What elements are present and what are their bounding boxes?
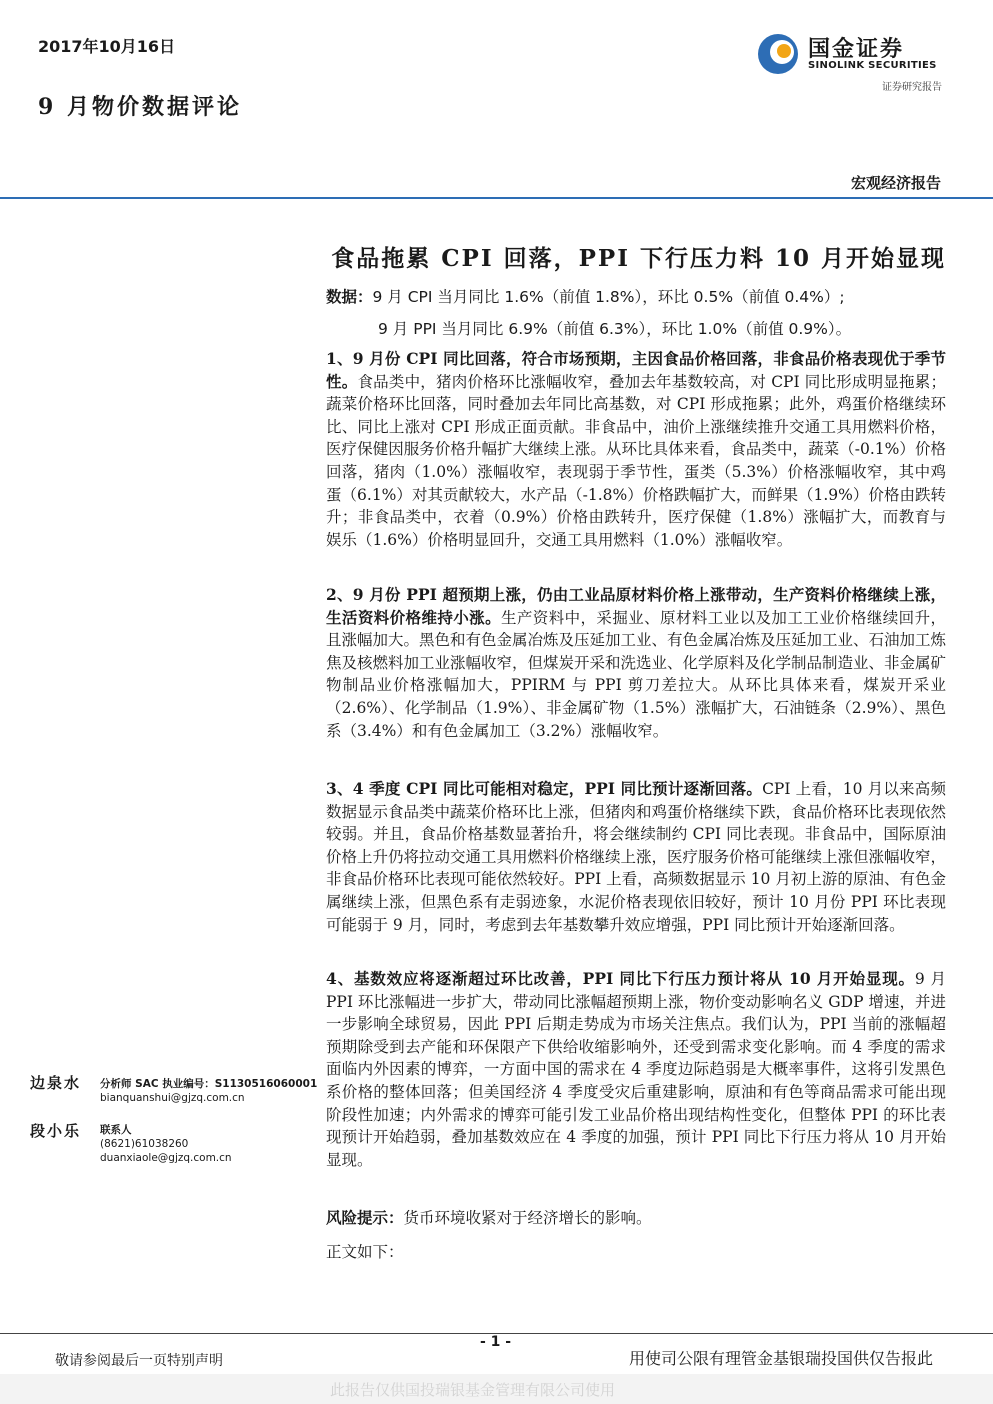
section-4 [326, 968, 946, 1171]
data-label: 数据： [326, 287, 373, 306]
analyst-1-email[interactable]: bianquanshui@gjzq.com.cn [100, 1092, 245, 1104]
analyst-1-info [100, 1077, 317, 1105]
watermark-text: 此报告仅供国投瑞银基金管理有限公司使用 [330, 1381, 616, 1399]
logo-subtitle: 证券研究报告 [882, 82, 942, 93]
analyst-2-role: 联系人 [100, 1124, 132, 1136]
risk-text: 货币环境收紧对于经济增长的影响。 [403, 1209, 652, 1227]
data-cpi-text: 9 月 CPI 当月同比 1.6%（前值 1.8%），环比 0.5%（前值 0.4%）; [372, 288, 845, 306]
logo-chinese-name: 国金证券 [808, 37, 905, 62]
section-3-body: CPI 上看，10 月以来高频数据显示食品类中蔬菜价格环比上涨，但猪肉和鸡蛋价格继续下跌，食品价格环比表现依然较弱。并且，食品价格基数显著抬升，将会继续制约 CPI 同比表现。非食品中，国际原油价格上升仍将拉动交通工具用燃料价格继续上涨，医疗服务价格可能继续上涨但涨幅收窄，非食品价格环比表现可能依然较好。PPI 上看，高频数据显示 10 月初上游的原油、有色金属继续上涨，但黑色系有走弱迹象，水泥价格表现依旧较好，预计 10 月份 PPI 环比表现可能弱于 9 月，同时，考虑到去年基数攀升效应增强，PPI 同比预计开始逐渐回落。 [326, 780, 947, 934]
analyst-2-info [100, 1123, 232, 1165]
report-type: 宏观经济报告 [850, 174, 941, 192]
company-logo [756, 30, 946, 94]
analyst-1-name: 边泉水 [30, 1074, 82, 1092]
section-2 [326, 584, 946, 742]
section-1-heading: 1、9 月份 CPI 同比回落，符合市场预期，主因食品价格回落，非食品价格表现优于季节性。 [326, 349, 946, 391]
section-2-heading: 2、9 月份 PPI 超预期上涨，仍由工业品原材料价格上涨带动，生产资料价格继续上涨，生活资料价格维持小涨。 [326, 585, 946, 627]
risk-note [326, 1206, 652, 1228]
report-headline: 食品拖累 CPI 回落，PPI 下行压力料 10 月开始显现 [331, 245, 946, 272]
section-2-body: 生产资料中，采掘业、原材料工业以及加工工业价格继续回升，且涨幅加大。黑色和有色金属冶炼及压延加工业、有色金属冶炼及压延加工业、石油加工炼焦及核燃料加工业涨幅收窄，但煤炭开采和洗选业、化学原料及化学制品制造业、非金属矿物制品业价格涨幅加大，PPIRM 与 PPI 剪刀差拉大。从环比具体来看，煤炭开采业（2.6%）、化学制品（1.9%）、非金属矿物（1.5%）涨幅扩大，石油链条（2.9%）、黑色系（3.4%）和有色金属加工（3.2%）涨幅收窄。 [326, 608, 947, 740]
section-1 [326, 348, 946, 551]
data-line-cpi [326, 285, 845, 307]
section-3-heading: 3、4 季度 CPI 同比可能相对稳定，PPI 同比预计逐渐回落。 [326, 779, 763, 798]
risk-label: 风险提示： [326, 1208, 404, 1227]
footer-right-text: 用使司公限有理管金基银瑞投国供仅告报此 [628, 1349, 933, 1368]
report-date: 2017年10月16日 [38, 37, 176, 56]
analyst-1-role: 分析师 SAC 执业编号：S1130516060001 [100, 1078, 318, 1090]
logo-english-name: SINOLINK SECURITIES [808, 60, 937, 71]
section-4-body: 9 月 PPI 环比涨幅进一步扩大，带动同比涨幅超预期上涨，物价变动影响名义 GDP 增速，并进一步影响全球贸易，因此 PPI 后期走势成为市场关注焦点。我们认为，PPI 当前的涨幅超预期除受到去产能和环保限产下供给收缩影响外，还受到需求变化影响。而 4 季度的需求面临内外因素的博弈，一方面中国的需求在 4 季度边际趋弱是大概率事件，这将引发黑色系价格的整体回落；但美国经济 4 季度受灾后重建影响，原油和有色等商品需求可能出现阶段性加速；内外需求的博弈可能引发工业品价格出现结构性变化，但整体 PPI 的环比表现预计开始趋弱，叠加基数效应在 4 季度的加强，预计 PPI 同比下行压力将从 10 月开始显现。 [326, 970, 946, 1169]
section-3 [326, 778, 946, 936]
sinolink-logo-icon [756, 32, 800, 76]
analyst-2-phone: (8621)61038260 [100, 1138, 189, 1150]
watermark-band [0, 1374, 993, 1404]
data-line-ppi: 9 月 PPI 当月同比 6.9%（前值 6.3%），环比 1.0%（前值 0.9%）。 [378, 320, 852, 338]
footer-disclaimer: 敬请参阅最后一页特别声明 [55, 1353, 223, 1369]
section-4-heading: 4、基数效应将逐渐超过环比改善，PPI 同比下行压力预计将从 10 月开始显现。 [326, 969, 915, 988]
analyst-2-email[interactable]: duanxiaole@gjzq.com.cn [100, 1152, 232, 1164]
document-title: 9 月物价数据评论 [38, 94, 242, 120]
header-divider [0, 197, 993, 199]
page-number: - 1 - [480, 1334, 512, 1350]
section-1-body: 食品类中，猪肉价格环比涨幅收窄，叠加去年基数较高，对 CPI 同比形成明显拖累；蔬菜价格环比回落，同时叠加去年同比高基数，对 CPI 形成拖累；此外，鸡蛋价格继续环比、同比上涨对 CPI 形成正面贡献。非食品中，油价上涨继续推升交通工具用燃料价格，医疗保健因服务价格升幅扩大继续上涨。从环比具体来看，食品类中，蔬菜（-0.1%）价格回落，猪肉（1.0%）涨幅收窄，表现弱于季节性，蛋类（5.3%）价格涨幅收窄，其中鸡蛋（6.1%）对其贡献较大，水产品（-1.8%）价格跌幅扩大，而鲜果（1.9%）价格由跌转升；非食品类中，衣着（0.9%）价格由跌转升，医疗保健（1.8%）涨幅扩大，而教育与娱乐（1.6%）价格明显回升，交通工具用燃料（1.0%）涨幅收窄。 [326, 372, 946, 549]
analyst-2-name: 段小乐 [30, 1122, 82, 1140]
body-start: 正文如下： [326, 1243, 404, 1261]
